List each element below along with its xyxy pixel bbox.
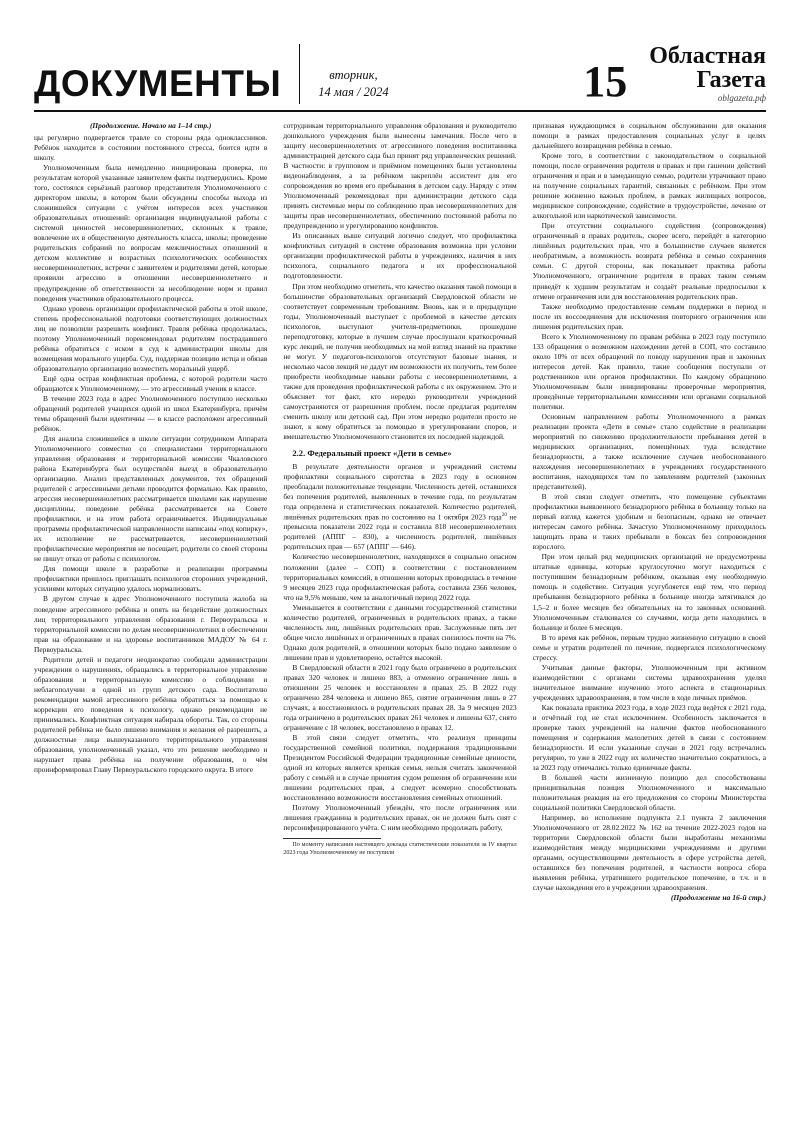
paragraph: Для анализа сложившейся в школе ситуации сотрудником Аппарата Уполномоченного совместно со специалистами территориального управления образования и территориальной комиссии Чкаловского района Екатеринбурга был осуществлён выезд в образовательную организацию. Анализ представленных документов, тех обращений родителей с агрессивными детьми проводится формально. Как правило, агрессия несовершеннолетних рассматривается школами как нарушение дисциплины, поведение ребёнка рассматривается на Совете профилактики, и на этом работа ограничивается. Индивидуальные программы профилактической направленности написаны «под копирку», их исполнение не рассматривается, несовершеннолетний профилактические мероприятия не посещает, родители со своей стороны не пишут отказ от работы с психологом. xyxy=(34,433,268,564)
paragraph: В течение 2023 года в адрес Уполномоченного поступило несколько обращений родителей учащихся одной из школ Екатеринбурга, причём темы обращений были идентичны — в классе расположен агрессивный ребёнок. xyxy=(34,393,268,433)
paragraph: В Свердловской области в 2021 году было ограничено в родительских правах 320 человек и лишено 883, а отменено ограничение лишь в отношении 25 человек и восстановлен в правах 25. В 2022 году ограничено 284 человека и лишено 865, снятие ограничения лишь в 27 случаях, а восстановилось в родительских правах 28. За 9 месяцев 2023 года ограничено в родительских правах 261 человек и лишены 637, снято ограничение с 18 человек, восстановлено в правах 12. xyxy=(283,662,517,733)
page-number: 15 xyxy=(583,57,628,106)
paragraph: цы регулярно подвергается травле со стороны ряда одноклассников. Ребёнок находится в состоянии постоянного стресса, боится идти в школу. xyxy=(34,133,268,163)
paragraph: Учитывая данные факторы, Уполномоченным при активном взаимодействии с органами системы здравоохранения уделял значительное внимание изучению этого аспекта в стационарных учреждениях здравоохранения, в том числе в ходе личных приёмов. xyxy=(532,662,766,702)
paragraph: Поэтому Уполномоченный убеждён, что после ограничения или лишения гражданина в родительских правах, он не должен быть снят с персонифицированного учёта. С ним необходимо продолжать работу, xyxy=(283,803,517,833)
paragraph: Родители детей и педагоги неоднократно сообщали администрации учреждения о нарушениях, обращались в территориальное управление образования и территориальную комиссию о соблюдении и неблагополучии в одной из групп детского сада. Воспитателю рекомендации мамой агрессивного ребёнка обратиться за помощью к коррекции его поведения к психологу, однако рекомендации не принимались. Конфликтная ситуация набирала обороты. Так, со стороны родителей ребёнка не было лишено внимания и желания её разрешить, а должностные лица вышеуказанного территориального управления образования, уполномоченный указал, что это решение необходимо и нарушает права ребёнка на получение образования, о чём проинформировал Главу Первоуральского городского округа. В итоге xyxy=(34,654,268,774)
column-1 xyxy=(34,121,267,1076)
paragraph: Например, во исполнение подпункта 2.1 пункта 2 заключения Уполномоченного от 28.02.2022 № 162 на течение 2022-2023 годов на территории Свердловской области были выработаны механизмы взаимодействия между медицинскими учреждениями и другими органами, осуществляющими деятельность в сфере устройства детей, оставшихся без попечения родителей, в частности вопроса сбора выявления ребёнка, утратившего родительское попечение, в т.ч. и в случае нахождения его в учреждении здравоохранения. xyxy=(532,813,766,893)
paragraph: Ещё одна острая конфликтная проблема, с которой родители часто обращаются к Уполномоченному, — это агрессивный ученик в классе. xyxy=(34,373,268,393)
paragraph: Однако уровень организации профилактической работы в этой школе, степень профессиональной подготовки соответствующих должностных лиц не позволили разрешить конфликт. Травля ребёнка продолжалась, поэтому Уполномоченный порекомендовал родителям пострадавшего ребёнка обратиться с иском в суд к администрации школы для возмещения морального ущерба. Суд, поддержав позицию истца и обязав образовательную организацию возместить моральный ущерб. xyxy=(34,303,268,373)
publication-date-value: 14 мая / 2024 xyxy=(318,85,389,100)
continuation-header: (Продолжение. Начало на 1–14 стр.) xyxy=(89,121,212,130)
paragraph: В этой связи следует отметить, что реализуя принципы государственной семейной политики, поддержания традиционными Президентом Российской Федерации традиционные семейные ценности, одной из которых является крепкая семья, нельзя считать законченной работу с семьёй и в случае принятия судом решения об ограничении или лишении родительских прав, а следует всемерно способствовать восстановлению возможности восстановления семейных отношений. xyxy=(283,733,517,803)
masthead xyxy=(34,44,766,112)
paragraph: При отсутствии социального содействия (сопровождения) ограниченный в правах родитель, скорее всего, перейдёт в категорию лишённых родительских прав, что в большинстве случаев является необратимым, а возможность возврата ребёнка в семью сохранения семьи. С другой стороны, как показывает практика работы Уполномоченного, ограничение родителя в правах таким семьям приведёт к худшим результатам и создаёт реальные предпосылки к отмене ограничения или для восстановления родительских прав. xyxy=(532,221,766,301)
brand-line-2: Газета xyxy=(696,67,766,94)
paragraph: Количество несовершеннолетних, находящихся в социально опасном положении (далее – СОП) в соответствии с постановлением территориальных комиссий, в отношении которых проводилась в течение 9 месяцев 2023 года профилактическая работа, составила 2366 человек, что на 9,5% меньше, чем за аналогичный период 2022 года. xyxy=(283,552,517,602)
paragraph: В результате деятельности органов и учреждений системы профилактики социального сиротства в 2023 году в основном преобладали положительные тенденции. Численность детей, оставшихся без попечения родителей, выявленных в течение года, по результатам года определена и статистических показателей. Количество родителей, лишённых родительских прав по состоянию на 1 октября 2023 года$^{20}$ не превысила показатели 2022 года и составила 818 несовершеннолетних родителей (АППГ – 830), а численность родителей, лишённых родительских прав — 657 (АППГ — 646). xyxy=(283,461,517,552)
paragraph: Кроме того, в соответствии с законодательством о социальной помощи, после ограничения родителя в правах и при гашении действий ограничения и прав и в замедающую семью, родители утрачивают право на получение социальных гарантий, связанных с ребёнком. При этом решение жизненно важных проблем, в рамках жилищных вопросов, медицинское сопровождение, содействие в трудоустройстве, лечение от алкогольной или наркотической зависимости. xyxy=(532,151,766,221)
brand-line-1: Областная xyxy=(649,42,766,69)
paragraph: При этом целый ряд медицинских организаций не предусмотрены штатные единицы, которые круглосуточно могут находиться с поступившим безнадзорным ребёнком, оказывая ему необходимую помощь и содействие. Ситуация усугубляется ещё тем, что период пребывания безнадзорного ребёнка в больнице иногда затягивался до 1,5–2 и более месяцев без обязательных на то законных оснований. Уполномоченным сталкивался со случаями, когда дети находились в больнице и более 6 месяцев. xyxy=(532,552,766,632)
publication-date xyxy=(318,67,388,104)
paragraph: Основным направлением работы Уполномоченного в рамках реализации проекта «Дети в семье» стало содействие в реализации мероприятий по снижению продолжительности пребывания детей в медицинских организациях, помещённых туда вследствие безнадзорности, а также исключение случаев необоснованного нахождения несовершеннолетних в учреждениях государственного воспитания, находящихся там по заявлениям родителей (законных представителей). xyxy=(532,411,766,492)
paragraph: В этой связи следует отметить, что помещение субъектами профилактики выявленного безнадзорного ребёнка в больницу только на первый взгляд кажется удобным и безопасным, однако не отвечает интересам самого ребёнка. Зачастую Уполномоченному приходилось защищать права и таких пребывали в боксах без сопровождения взрослого. xyxy=(532,492,766,552)
section-title: ДОКУМЕНТЫ xyxy=(34,63,282,104)
masthead-divider xyxy=(299,44,300,104)
paragraph: Как показала практика 2023 года, в ходе 2023 года ведётся с 2021 года, и отчётный год не стал исключением. Особенность заключается в проверке таких учреждений на наличие фактов необоснованного помещения и содержания малолетних детей в связи с состоянием безнадзорности. И если указанные случаи в 2021 году встречались регулярно, то уже в 2022 году их количество значительно сократилось, а за 2023 году отмечались только единичные факты. xyxy=(532,702,766,772)
continuation-footer: (Продолжение на 16-й стр.) xyxy=(670,893,766,903)
paragraph: Также необходимо предоставление семьям поддержки в период и после их воссоединения для исключения повторного ограничения или лишения родительских прав. xyxy=(532,301,766,331)
paragraph: Уменьшается в соответствии с данными государственной статистики количество родителей, ограниченных в родительских правах, а также численность лиц, лишённых родительских прав. Заслуженные пять лет общее число лишённых и ограниченных в правах снизилось почти на 7%. Однако доля родителей, в отношении которых было подано заявление о лишении прав и удовлетворено, остаётся высокой. xyxy=(283,602,517,662)
article-columns xyxy=(34,121,766,1076)
column-2 xyxy=(283,121,516,1076)
section-subheading: 2.2. Федеральный проект «Дети в семье» xyxy=(292,448,452,458)
footnote-divider xyxy=(283,838,381,839)
paragraph: Всего к Уполномоченному по правам ребёнка в 2023 году поступило 133 обращения о возможном нахождении детей в СОП, что составило около 10% от всех обращений по поводу нарушения прав и законных интересов детей. Как правило, такие сообщения поступали от родственников или органов профилактики. По каждому обращению Уполномоченным были инициированы проверочные мероприятия, проведённые территориальными комиссиями или органами социальной политики. xyxy=(532,331,766,411)
paragraph: В другом случае в адрес Уполномоченного поступила жалоба на поведение агрессивного ребёнка и опять на бездействие должностных лиц территориального управления образования г. Первоуральска и территориальной комиссии по делам несовершеннолетних в обеспечении прав на образование и на здоровье воспитанников МАДОУ № 64 г. Первоуральска. xyxy=(34,594,268,654)
footnote-text: По моменту написания настоящего доклада статистические показатели за IV квартал 2023 года Уполномоченному не поступили xyxy=(283,842,517,857)
paragraph: В большей части жизненную позицию дел способствованы принципиальная позиция Уполномоченного и максимально положительная реакция на его предложения со стороны Министерства социальной политики Свердловской области. xyxy=(532,773,766,813)
brand-website: oblgazeta.рф xyxy=(717,92,766,103)
paragraph: признавая нуждающимся в социальном обслуживании для оказания помощи в рамках предоставления социальных услуг в целях дальнейшего возвращения ребёнка в семью. xyxy=(532,121,766,151)
paragraph: Из описанных выше ситуаций логично следует, что профилактика конфликтных ситуаций в системе образования возможна при условии организации профилактической работы в учреждениях, наличия в них психолога, социального педагога и их профессиональной подготовленности. xyxy=(283,231,517,281)
paragraph: В то время как ребёнок, первым трудно жизненную ситуацию в своей семье и утратив родителей по печение, подвергался психологическому стрессу. xyxy=(532,632,766,662)
newspaper-brand xyxy=(649,44,766,104)
paragraph: сотрудникам территориального управления образования и руководителю дошкольного учреждения были вынесены замечания. После чего в защиту несовершеннолетних от агрессивного поведения воспитанника администрацией детского сада был принят ряд управленческих решений. В частности: в групповом и приёмном помещениях были установлены видеонаблюдения, а за ребёнком закреплён ассистент для его сопровождения во время его пребывания в детском саду. Наряду с этим Уполномоченный рекомендовал при администрации детского сада принять системные меры по соблюдению прав несовершеннолетних для защиты прав несовершеннолетних, обеспечению постоянной работы по предупреждению и урегулированию конфликтов. xyxy=(283,121,517,231)
paragraph: Уполномоченным была немедленно инициирована проверка, по результатам которой указанные заявителем факты подтвердились. Кроме того, состоялся серьёзный разговор представителя Уполномоченного с директором школы, в котором были обсуждены способы выхода из сложившейся ситуации с учётом интересов всех участников образовательных отношений: организация индивидуальной работы с системой ценностей несовершеннолетних, склонных к травле, вовлечение их в общественную деятельность класса, школы; проведение родительских собраний по вопросам межличностных отношений в детском коллективе и возрастных психологических особенностях несовершеннолетних, встречи с заявителем и родителями детей, которые проявили агрессию в отношении несовершеннолетнего и предупреждение об ответственности за несоблюдение норм и правил поведения участников образовательного процесса. xyxy=(34,163,268,303)
paragraph: При этом необходимо отметить, что качество оказания такой помощи в большинстве образовательных организаций Свердловской области не соответствует современным требованиям. Вновь, как и в предыдущие годы, Уполномоченный выступает с проблемой в качестве детских психологов, выступают учителя-предметники, прошедшие переподготовку, которые в лучшем случае прослушали краткосрочный курс лекций, не получив необходимых на мой взгляд знаний на практике не могут. У педагогов-психологов отсутствуют базовые знания, и несколько часов лекций не дадут им возможности их получить, тем более приобрести необходимые навыки работы с несовершеннолетними, а также для проведения профилактической работы с их окружением. Это и объясняет тот факт, кто нередко руководители учреждений самоустраняются от разрешения проблем, после предлагая родителям сменить школу или детский сад. При этом нередко родители просто не знают, к кому обратиться за помощью в урегулировании споров, и вмешательство Уполномоченного становится их последней надеждой. xyxy=(283,281,517,441)
publication-weekday: вторник, xyxy=(329,68,378,83)
paragraph: Для помощи школе в разработке и реализации программы профилактики пришлось приглашать психологов сторонних учреждений, усилиями которых ситуацию удалось нормализовать. xyxy=(34,564,268,594)
column-3 xyxy=(533,121,766,1076)
